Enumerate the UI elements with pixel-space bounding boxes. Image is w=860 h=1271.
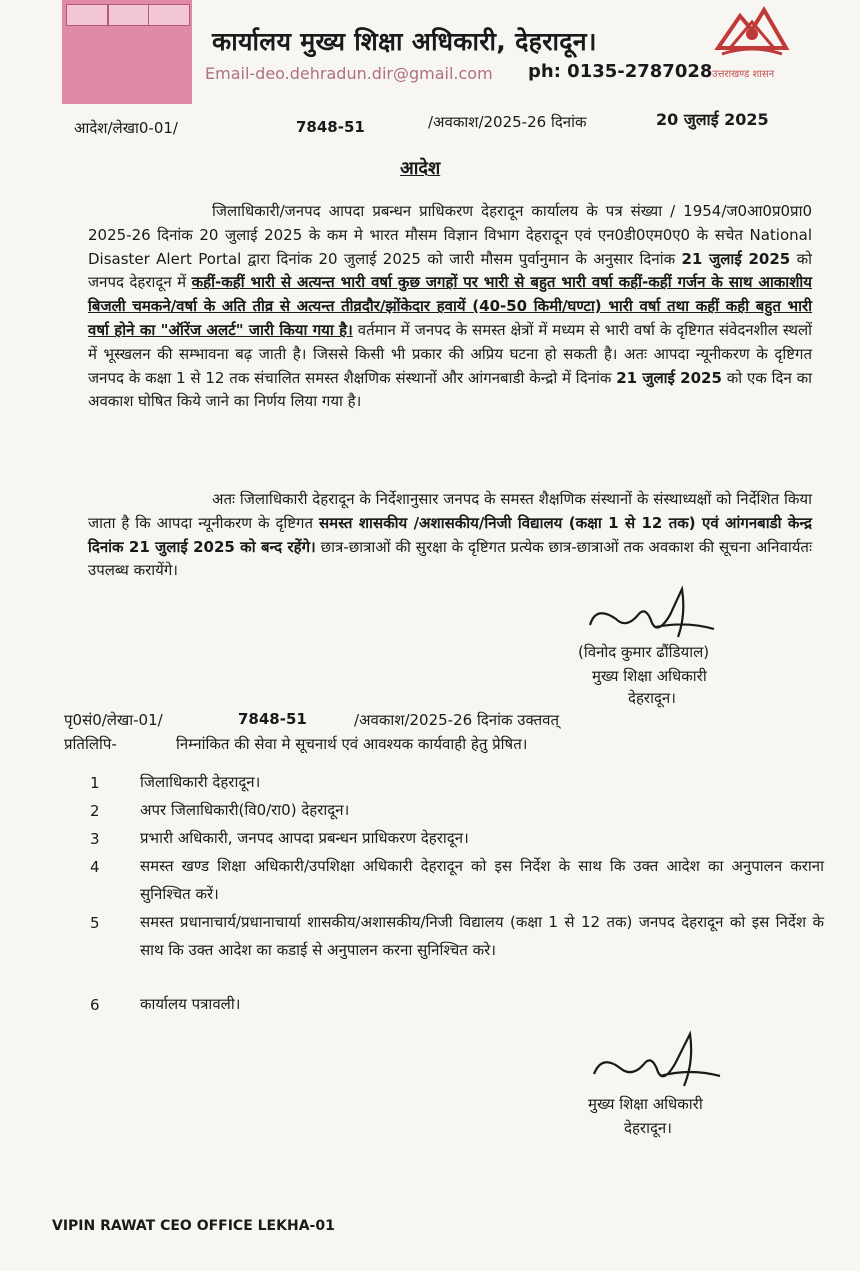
office-phone: ph: 0135-2787028 xyxy=(528,61,713,82)
copy-list-number: 1 xyxy=(90,774,100,792)
paragraph-1-mid: को जनपद देहरादून में xyxy=(88,249,812,292)
paragraph-1-date: 21 जुलाई 2025 xyxy=(681,249,791,268)
paragraph-2-intro: अतः जिलाधिकारी देहरादून के निर्देशानुसार जनपद के समस्त शैक्षणिक संस्थानों के संस्थाध्यक्षों को निर्देशित किया जाता है कि आपदा न्यूनीकरण के दृष्टिगत xyxy=(88,490,812,532)
uttarakhand-emblem-icon xyxy=(712,0,792,58)
header-logo-left xyxy=(66,4,108,26)
header-logo-middle xyxy=(108,4,150,26)
signatory-place: देहरादून। xyxy=(628,689,676,707)
copy-list-item: समस्त खण्ड शिक्षा अधिकारी/उपशिक्षा अधिकारी देहरादून को इस निर्देश के साथ कि उक्त आदेश का अनुपालन कराना सुनिश्चित करें। xyxy=(140,857,824,903)
header-logo-right xyxy=(148,4,190,26)
copy-list-item: प्रभारी अधिकारी, जनपद आपदा प्रबन्धन प्राधिकरण देहरादून। xyxy=(140,829,469,847)
reference-suffix: /अवकाश/2025-26 दिनांक xyxy=(428,113,587,131)
copy-intro-text: निम्नांकित की सेवा मे सूचनार्थ एवं आवश्यक कार्यवाही हेतु प्रेषित। xyxy=(176,735,528,753)
copy-list-item: जिलाधिकारी देहरादून। xyxy=(140,773,261,791)
letterhead-pink-band xyxy=(62,0,192,104)
signatory-2-designation: मुख्य शिक्षा अधिकारी xyxy=(588,1095,703,1113)
order-paragraph-2 xyxy=(88,488,812,583)
office-email: Email-deo.dehradun.dir@gmail.com xyxy=(205,64,493,83)
paragraph-2-end: छात्र-छात्राओं की सुरक्षा के दृष्टिगत प्रत्येक छात्र-छात्राओं तक अवकाश की सूचना अनिवार्यतः उपलब्ध करायेंगे। xyxy=(88,537,812,580)
order-heading: आदेश xyxy=(400,158,441,179)
paragraph-1-end: को एक दिन का अवकाश घोषित किये जाने का निर्णय लिया गया है। xyxy=(88,368,812,411)
copy-reference-number: 7848-51 xyxy=(238,710,307,728)
copy-reference-prefix: पृ0सं0/लेखा-01/ xyxy=(64,711,163,729)
copy-label: प्रतिलिपि- xyxy=(64,735,117,753)
order-paragraph-1 xyxy=(88,200,812,414)
copy-reference-suffix: /अवकाश/2025-26 दिनांक उक्तवत् xyxy=(354,711,560,729)
reference-number: 7848-51 xyxy=(296,118,365,136)
reference-date: 20 जुलाई 2025 xyxy=(656,110,769,129)
signatory-2-place: देहरादून। xyxy=(624,1119,672,1137)
office-title: कार्यालय मुख्य शिक्षा अधिकारी, देहरादून। xyxy=(212,27,597,56)
signatory-name: (विनोद कुमार ढौंडियाल) xyxy=(578,643,710,661)
signature-2-icon xyxy=(590,1030,730,1092)
copy-list-number: 4 xyxy=(90,858,100,876)
reference-prefix: आदेश/लेखा0-01/ xyxy=(74,119,178,137)
paragraph-2-closure: समस्त शासकीय /अशासकीय/निजी विद्यालय (कक्षा 1 से 12 तक) एवं आंगनबाडी केन्द्र दिनांक 21 जुलाई 2025 को बन्द रहेंगे। xyxy=(88,513,813,556)
signature-1-icon xyxy=(586,585,726,645)
signatory-designation: मुख्य शिक्षा अधिकारी xyxy=(592,667,707,685)
paragraph-1-intro: जिलाधिकारी/जनपद आपदा प्रबन्धन प्राधिकरण देहरादून कार्यालय के पत्र संख्या / 1954/ज0आ0प्र0प्रा0 2025-26 दिनांक 20 जुलाई 2025 के कम मे भारत मौसम विज्ञान विभाग देहरादून एवं एन0डी0एम0ए0 के सचेत National Disaster Alert Portal द्वारा दिनांक 20 जुलाई 2025 को जारी मौसम पुर्वानुमान के अनुसार दिनांक xyxy=(88,202,812,268)
paragraph-1-rest: वर्तमान में जनपद के समस्त क्षेत्रों में मध्यम से भारी वर्षा के दृष्टिगत संवेदनशील स्थलों में भूस्खलन की सम्भावना बढ़ जाती है। जिससे किसी भी प्रकार की अप्रिय घटना हो सकती है। अतः आपदा न्यूनीकरण के दृष्टिगत जनपद के कक्षा 1 से 12 तक संचालित समस्त शैक्षणिक संस्थानों और आंगनबाडी केन्द्रो में दिनांक xyxy=(88,320,813,387)
copy-list-number: 6 xyxy=(90,996,100,1014)
footer-note: VIPIN RAWAT CEO OFFICE LEKHA-01 xyxy=(52,1218,335,1234)
paragraph-1-date-2: 21 जुलाई 2025 xyxy=(616,368,722,387)
copy-list-item: समस्त प्रधानाचार्य/प्रधानाचार्या शासकीय/अशासकीय/निजी विद्यालय (कक्षा 1 से 12 तक) जनपद देहरादून को इस निर्देश के साथ कि उक्त आदेश का कडाई से अनुपालन करना सुनिश्चित करे। xyxy=(140,913,824,959)
copy-list-number: 2 xyxy=(90,802,100,820)
copy-list-number: 3 xyxy=(90,830,100,848)
orange-alert-text: कहीं-कहीं भारी से अत्यन्त भारी वर्षा कुछ जगहों पर भारी से बहुत भारी वर्षा कहीं-कहीं गर्जन के साथ आकाशीय बिजली चमकने/वर्षा के अति तीव्र से अत्यन्त तीव्रदौर/झोंकेदार हवायें (40-50 किमी/घण्टा) भारी वर्षा तथा कहीं कही बहुत भारी वर्षा होने का "ऑरेंज अलर्ट" जारी किया गया है। xyxy=(88,273,812,339)
copy-list-item: कार्यालय पत्रावली। xyxy=(140,995,241,1013)
copy-list-number: 5 xyxy=(90,914,100,932)
copy-list-item: अपर जिलाधिकारी(वि0/रा0) देहरादून। xyxy=(140,801,350,819)
emblem-caption: उत्तराखण्ड शासन xyxy=(712,69,775,80)
